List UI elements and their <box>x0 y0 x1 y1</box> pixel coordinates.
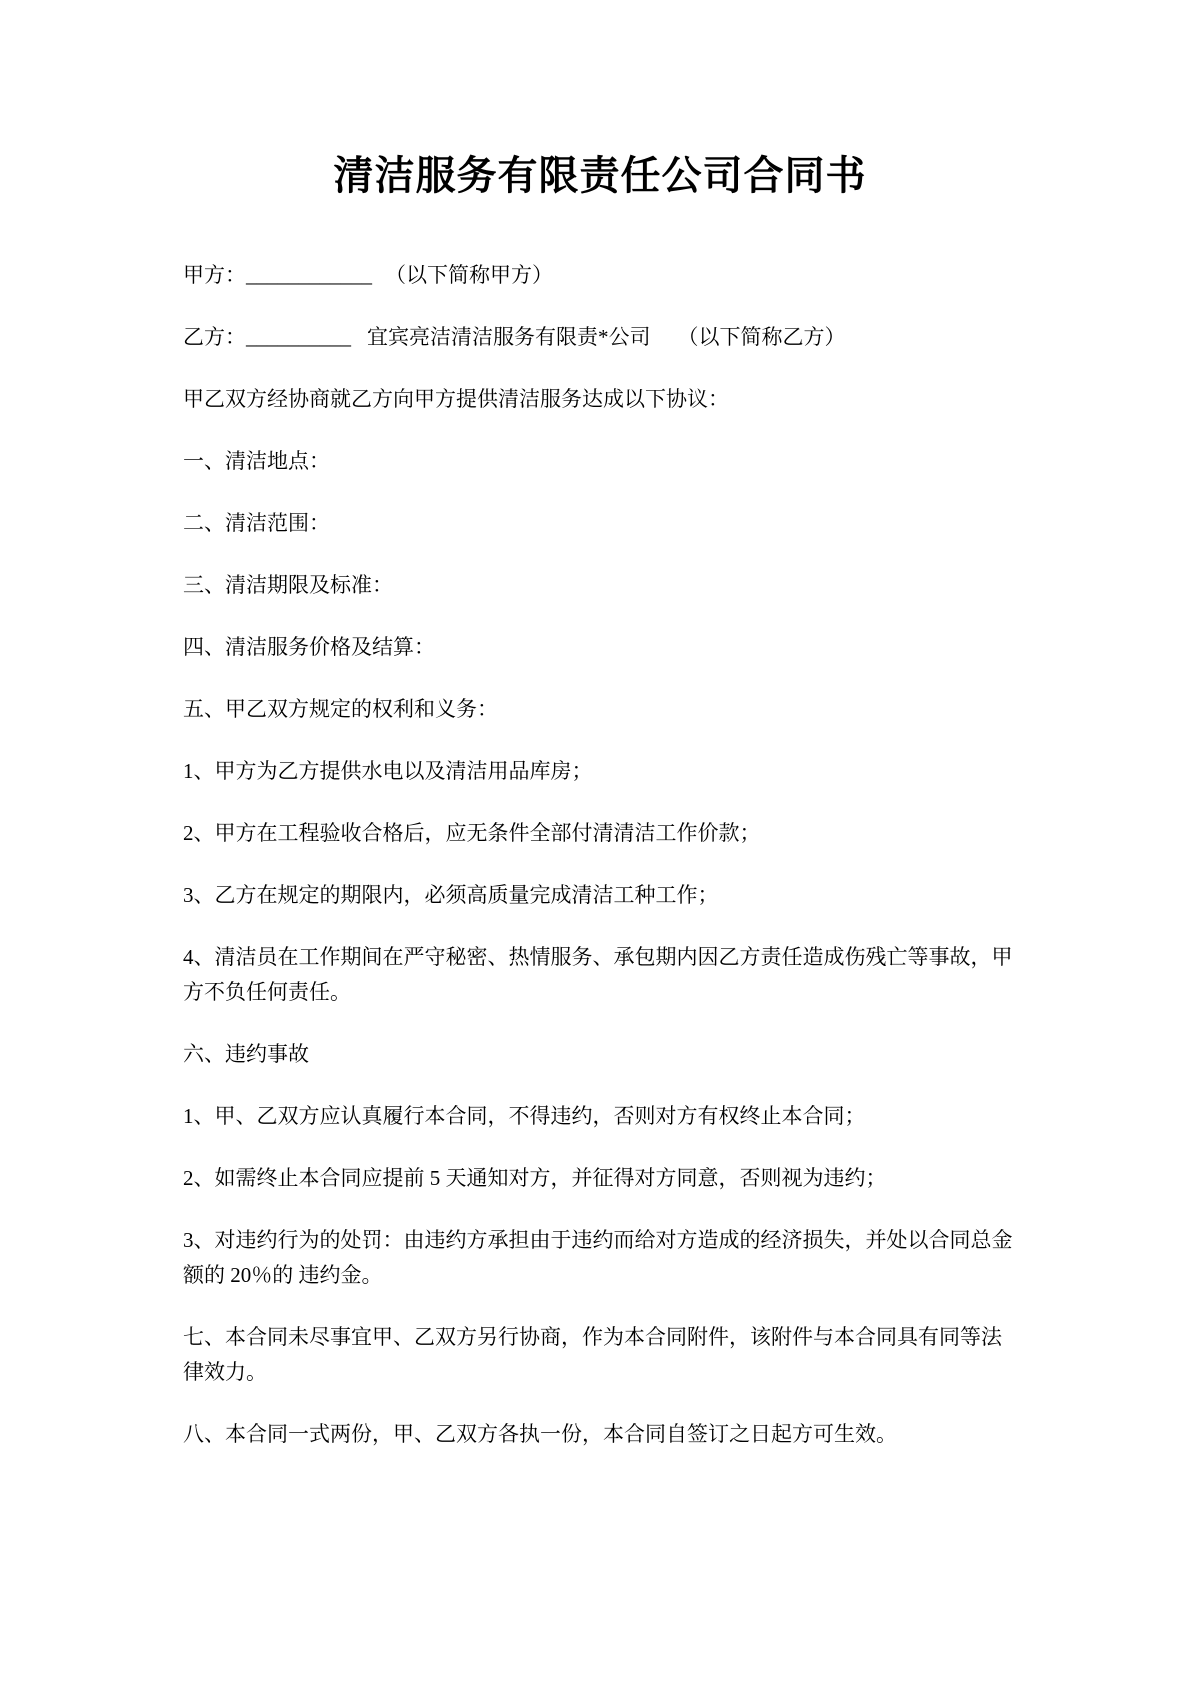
clause-6-item-2: 2、如需终止本合同应提前 5 天通知对方，并征得对方同意，否则视为违约； <box>183 1166 887 1190</box>
clause-1-location: 一、清洁地点： <box>183 449 330 473</box>
preamble: 甲乙双方经协商就乙方向甲方提供清洁服务达成以下协议： <box>183 387 729 411</box>
clause-5-item-1: 1、甲方为乙方提供水电以及清洁用品库房； <box>183 759 593 783</box>
clause-6-item-1: 1、甲、乙双方应认真履行本合同，不得违约，否则对方有权终止本合同； <box>183 1104 866 1128</box>
clause-6-breach: 六、违约事故 <box>183 1042 309 1066</box>
party-a-blank-field: ____________ <box>246 263 372 287</box>
party-b-company-name: 宜宾亮洁清洁服务有限责*公司 <box>367 325 651 349</box>
clause-5-item-4: 4、清洁员在工作期间在严守秘密、热情服务、承包期内因乙方责任造成伤残亡等事故，甲方不负任何责任。 <box>183 945 1013 1004</box>
clause-6-item-3: 3、对违约行为的处罚：由违约方承担由于违约而给对方造成的经济损失，并处以合同总金额的 20％的 违约金。 <box>183 1228 1013 1287</box>
document-title: 清洁服务有限责任公司合同书 <box>333 153 867 198</box>
clause-5-item-3: 3、乙方在规定的期限内，必须高质量完成清洁工种工作； <box>183 883 719 907</box>
clause-3-term-standard: 三、清洁期限及标准： <box>183 573 393 597</box>
clause-4-price-settlement: 四、清洁服务价格及结算： <box>183 635 435 659</box>
party-b-label: 乙方： <box>183 325 246 349</box>
clause-5-item-2: 2、甲方在工程验收合格后，应无条件全部付清清洁工作价款； <box>183 821 761 845</box>
party-a-note: （以下简称甲方） <box>385 263 553 287</box>
party-b-blank-field: __________ <box>246 325 351 349</box>
clause-7-appendix: 七、本合同未尽事宜甲、乙双方另行协商，作为本合同附件，该附件与本合同具有同等法律效力。 <box>183 1325 1002 1384</box>
clause-8-copies-effective: 八、本合同一式两份，甲、乙双方各执一份，本合同自签订之日起方可生效。 <box>183 1422 897 1446</box>
document-content <box>183 150 1017 1452</box>
party-a-label: 甲方： <box>183 263 246 287</box>
party-b-note: （以下简称乙方） <box>677 325 846 349</box>
party-a-row <box>183 258 1017 293</box>
clause-2-scope: 二、清洁范围： <box>183 511 330 535</box>
party-b-row <box>183 320 1017 355</box>
clause-5-rights-obligations: 五、甲乙双方规定的权利和义务： <box>183 697 498 721</box>
